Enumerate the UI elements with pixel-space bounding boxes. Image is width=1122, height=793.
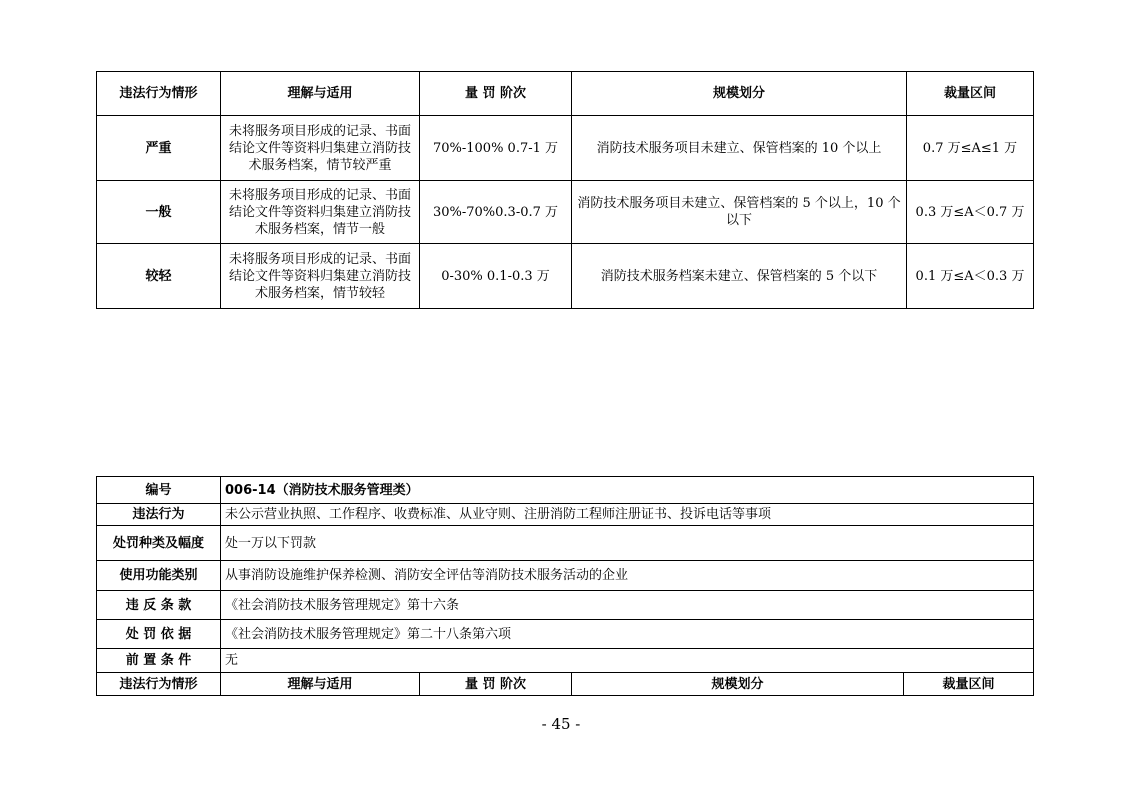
level-cell: 一般 — [97, 181, 221, 244]
info-label: 编号 — [97, 477, 221, 504]
info-label: 处 罚 依 据 — [97, 620, 221, 649]
range-cell: 0.1 万≤A＜0.3 万 — [907, 244, 1034, 309]
info-row — [97, 504, 1034, 526]
info-value: 《社会消防技术服务管理规定》第二十八条第六项 — [221, 620, 1034, 649]
info-value: 未公示营业执照、工作程序、收费标准、从业守则、注册消防工程师注册证书、投诉电话等事项 — [221, 504, 1034, 526]
info-label: 前 置 条 件 — [97, 649, 221, 673]
header-cell: 裁量区间 — [907, 72, 1034, 116]
info-value: 处一万以下罚款 — [221, 526, 1034, 561]
info-label: 违 反 条 款 — [97, 591, 221, 620]
info-value: 无 — [221, 649, 1034, 673]
range-cell: 0.3 万≤A＜0.7 万 — [907, 181, 1034, 244]
stage-cell: 30%-70%0.3-0.7 万 — [420, 181, 572, 244]
info-row — [97, 526, 1034, 561]
table-row — [97, 244, 1034, 309]
header-cell: 裁量区间 — [904, 673, 1034, 696]
info-value: 《社会消防技术服务管理规定》第十六条 — [221, 591, 1034, 620]
header-cell: 理解与适用 — [221, 673, 420, 696]
level-cell: 严重 — [97, 116, 221, 181]
info-row — [97, 561, 1034, 591]
info-row — [97, 649, 1034, 673]
penalty-table — [96, 71, 1034, 309]
info-row — [97, 477, 1034, 504]
stage-cell: 70%-100% 0.7-1 万 — [420, 116, 572, 181]
range-cell: 0.7 万≤A≤1 万 — [907, 116, 1034, 181]
info-row — [97, 591, 1034, 620]
table-header-row — [97, 673, 1034, 696]
header-cell: 违法行为情形 — [97, 673, 221, 696]
level-cell: 较轻 — [97, 244, 221, 309]
info-label: 处罚种类及幅度 — [97, 526, 221, 561]
scale-cell: 消防技术服务档案未建立、保管档案的 5 个以下 — [572, 244, 907, 309]
header-cell: 违法行为情形 — [97, 72, 221, 116]
header-cell: 规模划分 — [572, 673, 904, 696]
info-value: 006-14（消防技术服务管理类） — [221, 477, 1034, 504]
info-value: 从事消防设施维护保养检测、消防安全评估等消防技术服务活动的企业 — [221, 561, 1034, 591]
info-label: 违法行为 — [97, 504, 221, 526]
header-cell: 理解与适用 — [221, 72, 420, 116]
stage-cell: 0-30% 0.1-0.3 万 — [420, 244, 572, 309]
info-label: 使用功能类别 — [97, 561, 221, 591]
page-number: - 45 - — [541, 715, 581, 733]
scale-cell: 消防技术服务项目未建立、保管档案的 10 个以上 — [572, 116, 907, 181]
understanding-cell: 未将服务项目形成的记录、书面结论文件等资料归集建立消防技术服务档案，情节一般 — [221, 181, 420, 244]
table-header-row — [97, 72, 1034, 116]
understanding-cell: 未将服务项目形成的记录、书面结论文件等资料归集建立消防技术服务档案，情节较轻 — [221, 244, 420, 309]
info-row — [97, 620, 1034, 649]
table-row — [97, 181, 1034, 244]
scale-cell: 消防技术服务项目未建立、保管档案的 5 个以上，10 个以下 — [572, 181, 907, 244]
header-cell: 规模划分 — [572, 72, 907, 116]
header-cell: 量 罚 阶次 — [420, 673, 572, 696]
understanding-cell: 未将服务项目形成的记录、书面结论文件等资料归集建立消防技术服务档案，情节较严重 — [221, 116, 420, 181]
violation-info-table — [96, 476, 1034, 696]
header-cell: 量 罚 阶次 — [420, 72, 572, 116]
table-row — [97, 116, 1034, 181]
